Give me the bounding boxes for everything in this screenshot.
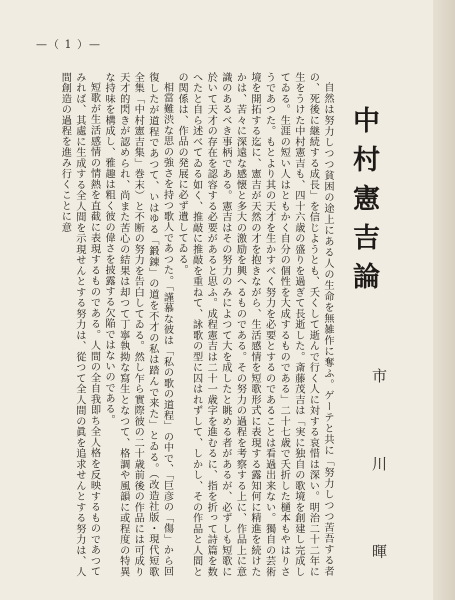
book-spine-shadow [433,0,455,600]
body-paragraph: 短歌が生活感情の情熱を直截に表現するものである。人間の全自我即ち全人格を反映するものであつてみれば、其處に生成する全人間を示現せんとする努力は、從つて全人間の眞を追求せんとする努力は、人間創造の過程を進み行くことに意 [59,72,100,577]
body-paragraph: 相當難渋な思の強さを持つ歌人であつた。「謹慕な彼は「私の歌の道程」の中で、「巨彦の「傷」から回復したが道程であつて、いはゆる「鍛錬」の道を不才の私は踏んで来た」とゐる。（改造社版・現代短歌全集「中村憲吉集」巻末）と不断の努力を告白してゐる。然し乍ら實際彼の二十歳前後の作品には可成り天才的閃きが認められ、尚また苦心の結果は却つて丁寧執拗な寫生となつて、格調や風韻に或程度の特異な持味を構成し、雅趣は粗く彼の偉さを披露する欠陥ではないのである。 [103,72,173,577]
essay-body [59,72,334,577]
page-number: —（ 1 ）— [36,38,101,51]
essay-title: 中村憲吉論 [348,106,379,301]
body-paragraph: 自然は努力しつつ貧困の途上にある人の生命を無雑作に奪ふ。ゲーテと共に「努力しつつ苦吾する者の、死後に継続する成長」を信じようとも、夭くして逝んで行く人に対する哀惜は深い。明治二十二年に生をうけた中村憲吉も、四十六歳の盛りを過ぎて長逝した。斎藤茂吉は「実に独自の歌境を創建し完成してゐる。生涯の短い人はともかく自分の個性を大成するものである」二十七歳で夭折した樋本もやはりさうであつた。もとより其の天才を生かすべく努力を必要とするのであることは看過出来ない。獨自の芸術境を開拓する迄に、憲吉が天然の才を抱きながら、生活感情を短歌形式に表現する露知何に精進を続けたかは、苦々に深遠な感懐と多大の激励を興へるものである。その努力の過程を考察する上に、作品上に意識のあるべき事柄である。憲吉はその努力のみによつて大を成したと眺める者があるが、必ずしも短歌に於いて天才の存在を認容する必要があると思ふ。成程憲吉は二十一歳字を進むるに、指を折って詩篇を数へたと自ら述べてゐる如く、推敲に推敲を重ねて、詠歌の型に囚はれずして、しかし、その作品と人間との関係は、作品の発展に必ず遺してゐる。 [176,72,333,577]
author-name: 市 川 暉 [370,368,388,593]
